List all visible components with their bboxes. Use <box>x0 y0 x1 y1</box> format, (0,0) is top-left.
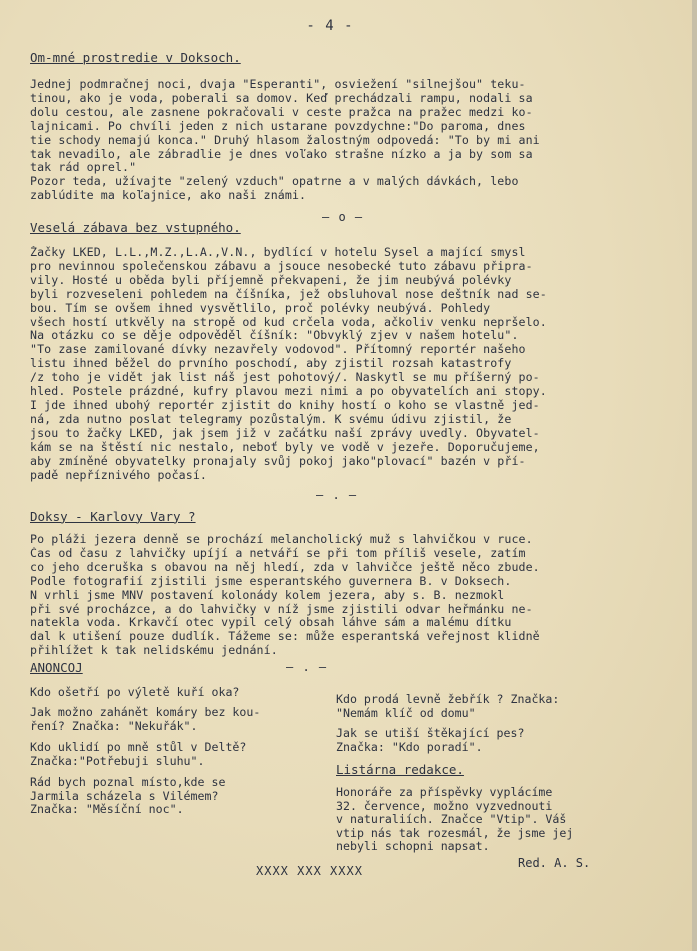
text-line: byli rozveseleni pohledem na číšníka, jež obsluhoval nose deštník nad se- <box>30 287 547 301</box>
text-line: natekla voda. Krkavčí otec vypil celý obsah láhve sám a malému dítku <box>30 616 512 630</box>
ad-left-3 <box>30 741 246 768</box>
listarna-heading: Listárna redakce. <box>336 762 464 777</box>
section1-separator: — o — <box>322 210 364 224</box>
text-line: Pozor teda, užívajte "zelený vzduch" opatrne a v malých dávkách, lebo <box>30 175 519 189</box>
ad-line: Jak možno zahánět komáry bez kou- <box>30 705 261 719</box>
ad-left-2 <box>30 706 260 733</box>
text-line: aby zmíněné obyvatelky pronajaly svůj pokoj jako"plovací" bazén v pří- <box>30 454 526 468</box>
text-line: co jeho dceruška s obavou na něj hledí, zda v lahvičce ještě něco zbude. <box>30 560 540 574</box>
section3-heading: Doksy - Karlovy Vary ? <box>30 509 196 524</box>
text-line: pro nevinnou společenskou zábavu a jsouce nesobecké tuto zábavu připra- <box>30 259 533 273</box>
text-line: tinou, ako je voda, poberali sa domov. Keď prechádzali rampu, nodali sa <box>30 91 533 105</box>
text-line: kám se na štěstí nic nestalo, neboť byly ve vodě v jezeře. Doporučujeme, <box>30 440 540 454</box>
text-line: zablúdite ma koľajnice, ako naši známi. <box>30 189 307 203</box>
text-line: v naturaliích. Značce "Vtip". Váš <box>336 812 567 827</box>
text-line: při své procházce, a do lahvičky v níž jsme zjistili odvar heřmánku ne- <box>30 602 533 616</box>
ad-left-1 <box>30 686 239 700</box>
signature: Red. A. S. <box>518 856 591 870</box>
text-line: tak nevadilo, ale zábradlie je dnes voľako strašne nízko a ja by som sa <box>30 147 533 161</box>
section3-body <box>30 533 660 658</box>
text-line: listu ihned běžel do prvního poschodí, aby zjistil rozsah katastrofy <box>30 357 512 371</box>
anoncoj-heading: ANONCOJ <box>30 660 83 675</box>
text-line: Žačky LKED, L.L.,M.Z.,L.A.,V.N., bydlící v hotelu Sysel a mající smysl <box>30 246 526 259</box>
section2-body <box>30 246 660 482</box>
text-line: jsou to žačky LKED, jak jsem již v začátku naší zprávy uvedly. Obyvatel- <box>30 426 540 440</box>
section3-separator: — . — <box>286 660 328 674</box>
ad-line: Rád bych poznal místo,kde se <box>30 775 226 789</box>
ad-line: Jak se utiší štěkající pes? <box>336 726 525 740</box>
text-line: dal k utišení pouze dudlík. Tážeme se: může esperantská veřejnost klidně <box>30 630 540 644</box>
text-line: tak rád oprel." <box>30 161 137 175</box>
ad-line: Značka: "Kdo poradí". <box>336 739 483 754</box>
text-line: Čas od času z lahvičky upíjí a netváří se při tom příliš vesele, zatím <box>30 546 526 560</box>
text-line: I jde ihned ubohý reportér zjistit do knihy hostí o koho se vlastně jed- <box>30 398 540 412</box>
section1-body <box>30 78 660 203</box>
text-line: všech hostí utkvěly na stropě od kud crčela voda, ačkoliv venku nepršelo. <box>30 315 547 329</box>
ad-right-1 <box>336 693 559 720</box>
ad-line: ření? Značka: "Nekuřák". <box>30 718 198 733</box>
text-line: padě nepříznivého počasí. <box>30 468 208 482</box>
text-line: Jednej podmračnej noci, dvaja "Esperanti", osviežení "silnejšou" teku- <box>30 78 526 91</box>
text-line: vtip nás tak rozesmál, že jsme jej <box>336 825 574 840</box>
text-line: lajnicami. Po chvíli jeden z nich ustarane povzdychne:"Do paroma, dnes <box>30 119 526 133</box>
text-line: Na otázku co se děje odpověděl číšník: "Obvyklý zjev v našem hotelu". <box>30 329 519 343</box>
section2-separator: — . — <box>316 488 358 502</box>
footer-marks: XXXX XXX XXXX <box>256 864 363 878</box>
text-line: N vrhli jsme MNV postavení kolonády kolem jezera, aby s. B. nezmokl <box>30 588 505 602</box>
ad-line: Jarmila scházela s Vilémem? <box>30 788 219 803</box>
text-line: nebyli schopni napsat. <box>336 839 490 854</box>
listarna-body <box>336 786 573 854</box>
ad-right-2 <box>336 727 524 754</box>
page-number: - 4 - <box>306 18 354 34</box>
text-line: přihlížet k tak nelidskému jednání. <box>30 644 278 658</box>
section1-heading: Om-mné prostredie v Doksoch. <box>30 50 241 65</box>
text-line: ná, zda nutno poslat telegramy pozůstalým. K svému údivu zjistil, že <box>30 412 512 426</box>
text-line: 32. července, možno vyzvednouti <box>336 798 553 813</box>
text-line: Honoráře za příspěvky vyplácíme <box>336 785 553 799</box>
text-line: tie schody nemajú konca." Druhý hlasom žalostným odpovedá: "To by mi ani <box>30 133 540 147</box>
section2-heading: Veselá zábava bez vstupného. <box>30 220 241 235</box>
ad-line: Značka:"Potřebuji sluhu". <box>30 753 205 768</box>
text-line: Po pláži jezera denně se prochází melancholický muž s lahvičkou v ruce. <box>30 533 533 546</box>
ad-line: Kdo prodá levně žebřík ? Značka: <box>336 692 560 706</box>
text-line: dolu cestou, ale zasnene pokračovali v ceste pražca na pražec medzi ko- <box>30 105 533 119</box>
ad-line: Značka: "Měsíční noc". <box>30 802 184 817</box>
ad-line: Kdo ošetří po výletě kuří oka? <box>30 685 240 699</box>
text-line: "To zase zamilované dívky nezavřely vodovod". Přítomný reportér našeho <box>30 343 526 357</box>
text-line: Podle fotografií zjistili jsme esperantského guvernera B. v Doksech. <box>30 574 512 588</box>
page-edge <box>692 0 697 951</box>
ad-left-4 <box>30 776 225 817</box>
text-line: vily. Hosté u oběda byli příjemně překvapeni, že jim neubývá polévky <box>30 273 512 287</box>
ad-line: "Nemám klíč od domu" <box>336 705 476 720</box>
text-line: bou. Tím se ovšem ihned vysvětlilo, proč polévky neubývá. Pohledy <box>30 301 491 315</box>
ad-line: Kdo uklidí po mně stůl v Deltě? <box>30 740 247 754</box>
text-line: hled. Postele prázdné, kufry plavou mezi nimi a po obyvatelích ani stopy. <box>30 385 547 399</box>
text-line: /z toho je vidět jak list náš jest pohotový/. Naskytl se mu příšerný po- <box>30 371 540 385</box>
